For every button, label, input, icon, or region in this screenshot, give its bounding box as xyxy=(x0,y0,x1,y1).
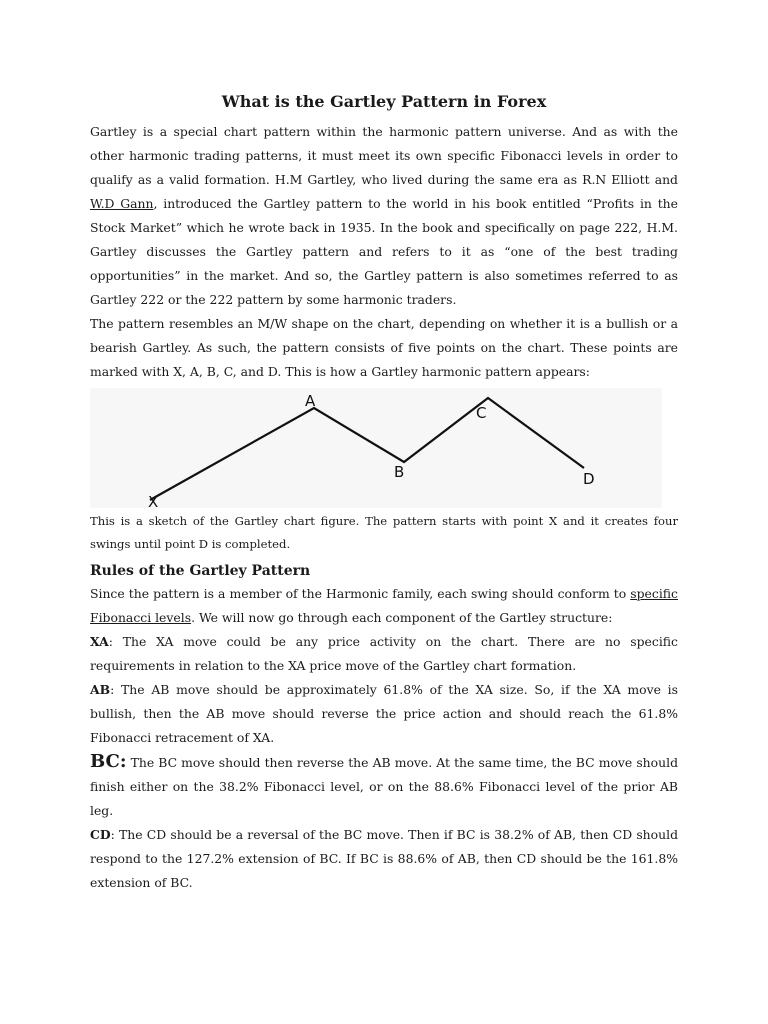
document-page xyxy=(90,90,678,895)
rule-ab-label: AB xyxy=(90,682,111,697)
rule-cd-label: CD xyxy=(90,827,111,842)
rules-intro-paragraph xyxy=(90,582,678,630)
rule-bc xyxy=(90,750,678,823)
point-a-label: A xyxy=(305,392,316,410)
gartley-pattern-figure xyxy=(90,388,662,508)
rule-ab-text: : The AB move should be approximately 61.8% of the XA size. So, if the XA move is bullish, then the AB move should reverse the price action and should reach the 61.8% Fibonacci retracement of XA. xyxy=(90,682,678,745)
figure-caption: This is a sketch of the Gartley chart figure. The pattern starts with point X and it creates four swings until point D is completed. xyxy=(90,514,678,551)
point-c-label: C xyxy=(476,404,487,422)
point-x-label: X xyxy=(148,493,159,508)
rule-cd-text: : The CD should be a reversal of the BC move. Then if BC is 38.2% of AB, then CD should respond to the 127.2% extension of BC. If BC is 88.6% of AB, then CD should be the 161.8% extension of BC. xyxy=(90,827,678,890)
rule-bc-label: BC: xyxy=(90,751,127,772)
point-b-label: B xyxy=(394,463,405,481)
rule-xa-label: XA xyxy=(90,634,109,649)
rules-intro-part1: Since the pattern is a member of the Harmonic family, each swing should conform to xyxy=(90,586,631,601)
rules-intro-part2: . We will now go through each component of the Gartley structure: xyxy=(191,610,613,625)
intro-text-part1: Gartley is a special chart pattern within the harmonic pattern universe. And as with the other harmonic trading patterns, it must meet its own specific Fibonacci levels in order to qualify as a valid formation. H.M Gartley, who lived during the same era as R.N Elliott and xyxy=(90,124,678,187)
gartley-pattern-line xyxy=(150,398,584,500)
rules-heading: Rules of the Gartley Pattern xyxy=(90,563,311,579)
rule-cd xyxy=(90,823,678,895)
intro-text-part2: , introduced the Gartley pattern to the world in his book entitled “Profits in the Stock Market” which he wrote back in 1935. In the book and specifically on page 222, H.M. Gartley discusses the Gartley pattern and refers to it as “one of the best trading opportunities” in the market. And so, the Gartley pattern is also sometimes referred to as Gartley 222 or the 222 pattern by some harmonic traders. xyxy=(90,196,678,307)
rule-xa xyxy=(90,630,678,678)
rule-xa-text: : The XA move could be any price activity on the chart. There are no specific requirements in relation to the XA price move of the Gartley chart formation. xyxy=(90,634,678,673)
fibonacci-levels-link[interactable]: specific Fibonacci levels xyxy=(90,586,678,625)
point-d-label: D xyxy=(583,470,595,488)
rule-ab xyxy=(90,678,678,750)
gann-link[interactable]: W.D Gann xyxy=(90,196,154,211)
rule-bc-text: The BC move should then reverse the AB move. At the same time, the BC move should finish either on the 38.2% Fibonacci level, or on the 88.6% Fibonacci level of the prior AB leg. xyxy=(90,755,678,818)
gartley-pattern-sketch xyxy=(90,388,662,508)
shape-paragraph: The pattern resembles an M/W shape on the chart, depending on whether it is a bullish or a bearish Gartley. As such, the pattern consists of five points on the chart. These points are marked with X, A, B, C, and D. This is how a Gartley harmonic pattern appears: xyxy=(90,316,678,379)
page-title: What is the Gartley Pattern in Forex xyxy=(221,92,547,111)
intro-paragraph xyxy=(90,120,678,312)
